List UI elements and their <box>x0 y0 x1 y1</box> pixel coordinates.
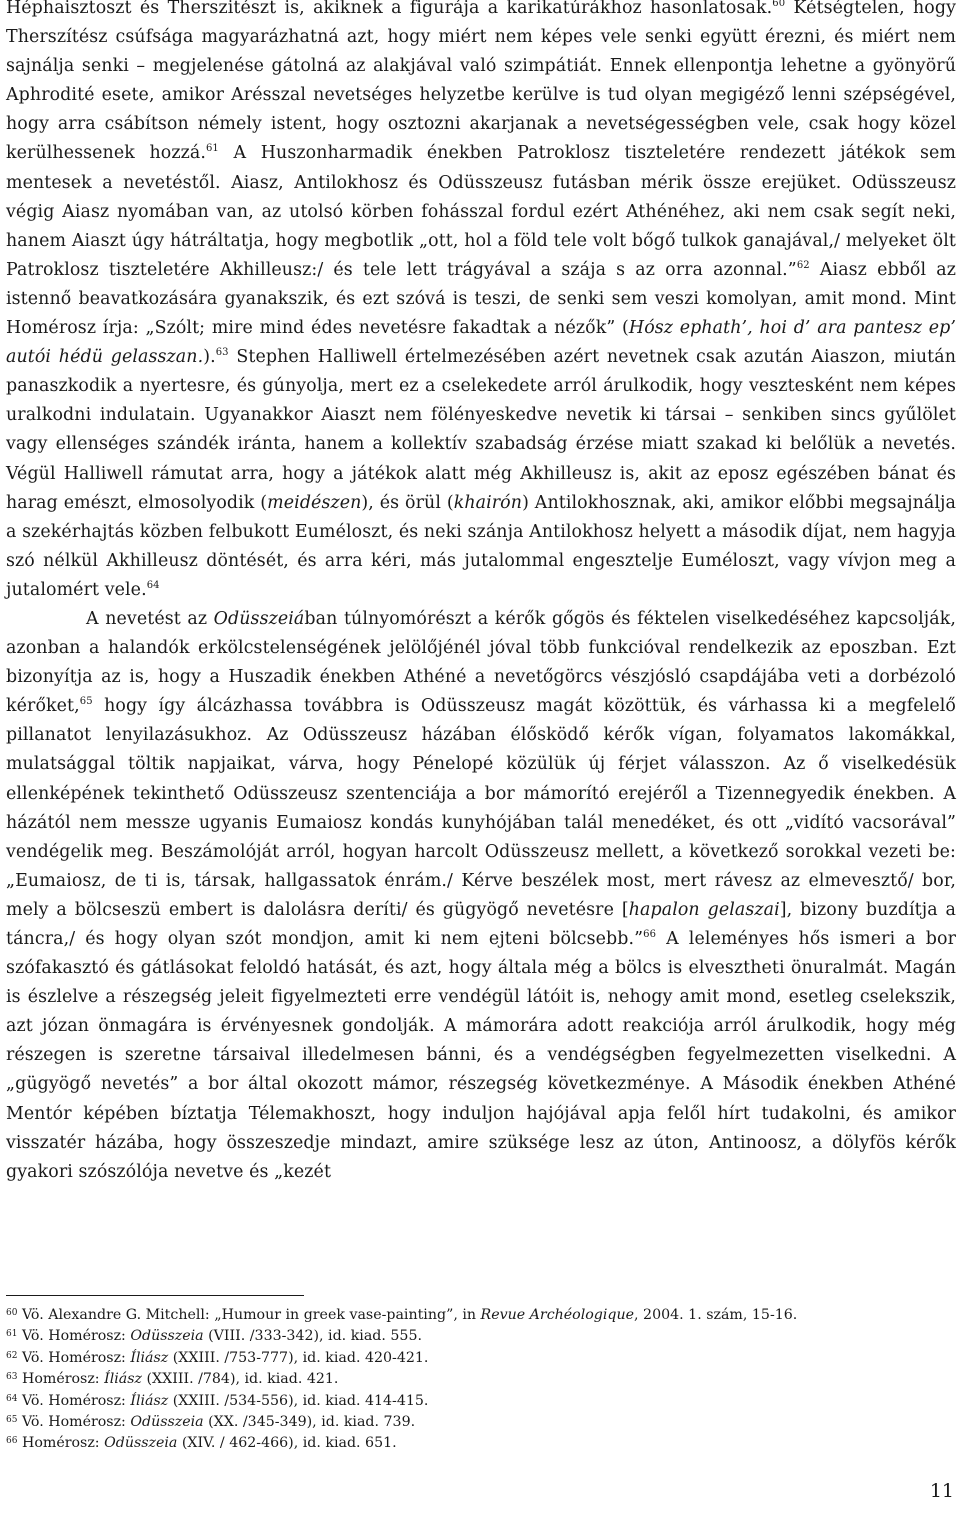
footnote-number: 66 <box>6 1436 18 1447</box>
footnotes <box>6 1305 956 1455</box>
footnote-number: 64 <box>6 1393 18 1404</box>
text-run: Stephen Halliwell értelmezésében azért nevetnek csak azután Aiaszon, miután panaszkodik a nyertesre, és gúnyolja, mert ez a cselekedete arról árulkodik, hogy vesztesként nem képes uralkodni indulatain. Ugyanakkor Aiaszt nem fölényeskedve nevetik ki társai – senkiben sincs gyűlölet vagy ellenséges szándék iránta, hanem a kollektív szabadság érzése miatt szakad ki belőlük a nevetés. Végül Halliwell rámutat arra, hogy a játékok alatt még Akhilleusz is, akit az eposz egészében bánat és harag emészt, elmosolyodik ( <box>6 347 956 513</box>
text-run: ban túlnyomórészt a kérők gőgös és féktelen viselkedéséhez kapcsolják, azonban a halandók erkölcstelenségének jelölőjénél jóval több funkcióval rendelkezik az eposzban. Ezt bizonyítja az is, hogy a Huszadik énekben Athéné a nevetőgörcs vészjósló csapdájába veti a dorbézoló kérőket, <box>6 608 956 717</box>
text-run: Vö. Homérosz: <box>17 1349 131 1366</box>
footnote-number: 62 <box>6 1350 18 1361</box>
footnote-number: 65 <box>6 1415 18 1426</box>
footnote-ref: 61 <box>205 143 219 155</box>
italic-text: Odüsszeia <box>130 1328 204 1345</box>
text-run: A leleményes hős ismeri a bor szófakasztó és gátlásokat feloldó hatását, és azt, hogy általa még a bölcs is elvesztheti önuralmát. Magán is észlelve a részegség jeleit figyelmezteti erre vendégül látóit is, nehogy amit mond, esetleg cselekszik, azt józan önmagára is érvényesnek gondolják. A mámorára adott reakciója arról árulkodik, hogy még részegen is szeretne társaival illedelmesen bánni, és a vendégségben fegyelmezetten viselkedni. A „gügyögő nevetés” a bor által okozott mámor, részegség következménye. A Második énekben Athéné Mentór képében bíztatja Télemakhoszt, hogy induljon hajójával apja felől hírt tudakolni, és amikor visszatér házába, hogy összeszedje mindazt, amire szüksége lesz az úton, Antinoosz, a dölyfös kérők gyakori szószólója nevetve és „kezét <box>6 929 957 1182</box>
footnote-ref: 62 <box>796 259 810 271</box>
italic-text: hapalon gelaszai <box>628 899 780 920</box>
footnote-ref: 63 <box>215 347 229 359</box>
text-run: Aiasz ebből az istennő beavatkozására gyanakszik, és ezt szóvá is teszi, de senki sem veszi komolyan, amit mond. Mint Homérosz írja: „Szólt; mire mind édes nevetésre fakadtak a nézők” ( <box>6 259 957 339</box>
italic-text: Hósz ephath’, hoi d’ ara pantesz ep’ autói hédü gelasszan. <box>6 318 956 368</box>
text-run: , 2004. 1. szám, 15-16. <box>634 1307 798 1323</box>
text-run: ], bizony buzdítja a táncra,/ és hogy olyan szót mondjon, amit ki nem ejteni bölcsebb.” <box>6 899 956 949</box>
italic-text: khairón <box>453 492 523 513</box>
page-number: 11 <box>929 1480 954 1502</box>
footnote <box>6 1369 956 1390</box>
text-run: (XX. /345-349), id. kiad. 739. <box>203 1414 416 1431</box>
text-run: A nevetést az <box>86 608 214 629</box>
body-text <box>6 0 956 1187</box>
paragraph <box>6 605 956 1187</box>
text-run: (XXIII. /784), id. kiad. 421. <box>142 1371 339 1388</box>
text-run: ), és örül ( <box>361 492 454 513</box>
text-run: (VIII. /333-342), id. kiad. 555. <box>203 1328 422 1345</box>
footnote <box>6 1412 956 1433</box>
footnote <box>6 1326 956 1347</box>
footnote-separator <box>6 1295 304 1296</box>
text-run: (XIV. / 462-466), id. kiad. 651. <box>177 1435 397 1452</box>
footnote <box>6 1433 956 1454</box>
text-run: (XXIII. /753-777), id. kiad. 420-421. <box>168 1349 429 1366</box>
text-run: Homérosz: <box>17 1435 105 1452</box>
text-run: ). <box>203 347 216 368</box>
italic-text: Íliász <box>130 1349 169 1366</box>
text-run: Vö. Homérosz: <box>17 1328 131 1345</box>
text-run: ) Antilokhosznak, aki, amikor előbbi megsajnálja a szekérhajtás közben felbukott Euméloszt, és neki szánja Antilokhosz helyett a második díjat, nem hagyja szó nélkül Akhilleusz döntését, és arra kéri, más jutalommal engesztelje Euméloszt, vagy vívjon meg a jutalomért vele. <box>6 492 956 600</box>
italic-text: Revue Archéologique <box>480 1307 635 1323</box>
footnote-number: 63 <box>6 1372 18 1383</box>
text-run: Vö. Homérosz: <box>17 1414 131 1431</box>
footnote-ref: 65 <box>79 696 93 708</box>
footnote-ref: 66 <box>643 929 657 940</box>
text-run: Kétségtelen, hogy Therszítész csúfsága magyarázhatná azt, hogy miért nem képes vele senki együtt érezni, és miért nem sajnálja senki – megjelenése gátolná az alakjával való szimpátiát. Ennek ellenpontja lehetne a gyönyörű Aphrodité esete, amikor Arésszal nevetséges helyzetbe kerülve is tud olyan megigéző lenni szépségével, hogy arra csábítson némely istent, hogy osztozni akarjanak a nevetségességben vele, csak hogy közel kerülhessenek hozzá. <box>6 0 957 164</box>
text-run: hogy így álcázhassa továbbra is Odüsszeusz magát közöttük, és várhassa ki a megfelelő pillanatot lenyilazásukhoz. Az Odüsszeusz házában élősködő kérők vígan, folyamatos lakomákkal, mulatsággal töltik napjaikat, várva, hogy Pénelopé közülük új férjet válasszon. Az ő viselkedésük ellenképének tekinthető Odüsszeusz szentenciája a bor mámorító erejéről a Tizennegyedik énekben. A házától nem messze ugyanis Eumaiosz kondás kunyhójában talál menedéket, és ott „vidító vacsorával” vendégelik meg. Beszámolóját arról, hogyan harcolt Odüsszeusz mellett, a következő sorokkal vezeti be: „Eumaiosz, de ti is, társak, hallgassatok énrám./ Kérve beszélek most, mert rávesz az elmevesztő/ bor, mely a bölcseszü embert is dalolásra deríti/ és gügyögő nevetésre [ <box>6 696 956 920</box>
italic-text: meidészen <box>267 492 362 513</box>
text-run: Héphaisztoszt és Therszitészt is, akiknek a figurája a karikatúrákhoz hasonlatosak. <box>6 0 773 18</box>
italic-text: Íliász <box>130 1392 169 1409</box>
footnote <box>6 1305 956 1326</box>
footnote <box>6 1391 956 1412</box>
text-run: Vö. Alexandre G. Mitchell: „Humour in greek vase-painting”, in <box>17 1307 481 1323</box>
footnote-ref: 64 <box>146 579 160 591</box>
text-run: Homérosz: <box>17 1371 105 1388</box>
text-run: (XXIII. /534-556), id. kiad. 414-415. <box>168 1392 429 1409</box>
text-run: Vö. Homérosz: <box>17 1392 131 1409</box>
footnote <box>6 1348 956 1369</box>
italic-text: Íliász <box>104 1371 143 1388</box>
footnote-number: 60 <box>6 1308 18 1318</box>
footnote-ref: 60 <box>772 0 786 9</box>
italic-text: Odüsszeia <box>130 1414 204 1431</box>
paragraph <box>6 0 956 605</box>
footnote-number: 61 <box>6 1329 18 1340</box>
italic-text: Odüsszeia <box>104 1435 178 1452</box>
text-run: A Huszonharmadik énekben Patroklosz tiszteletére rendezett játékok sem mentesek a nevetéstől. Aiasz, Antilokhosz és Odüsszeusz futásban mérik össze erejüket. Odüsszeusz végig Aiasz nyomában van, az utolsó körben fohásszal fordul ezért Athénéhez, aki nem csak segít neki, hanem Aiaszt úgy hátráltatja, hogy megbotlik „ott, hol a föld tele volt bőgő tulkok ganajával,/ melyeket ölt Patroklosz tiszteletére Akhilleusz:/ és tele lett trágyával a szája s az orra azonnal.” <box>6 143 956 280</box>
italic-text: Odüsszeiá <box>213 608 305 629</box>
